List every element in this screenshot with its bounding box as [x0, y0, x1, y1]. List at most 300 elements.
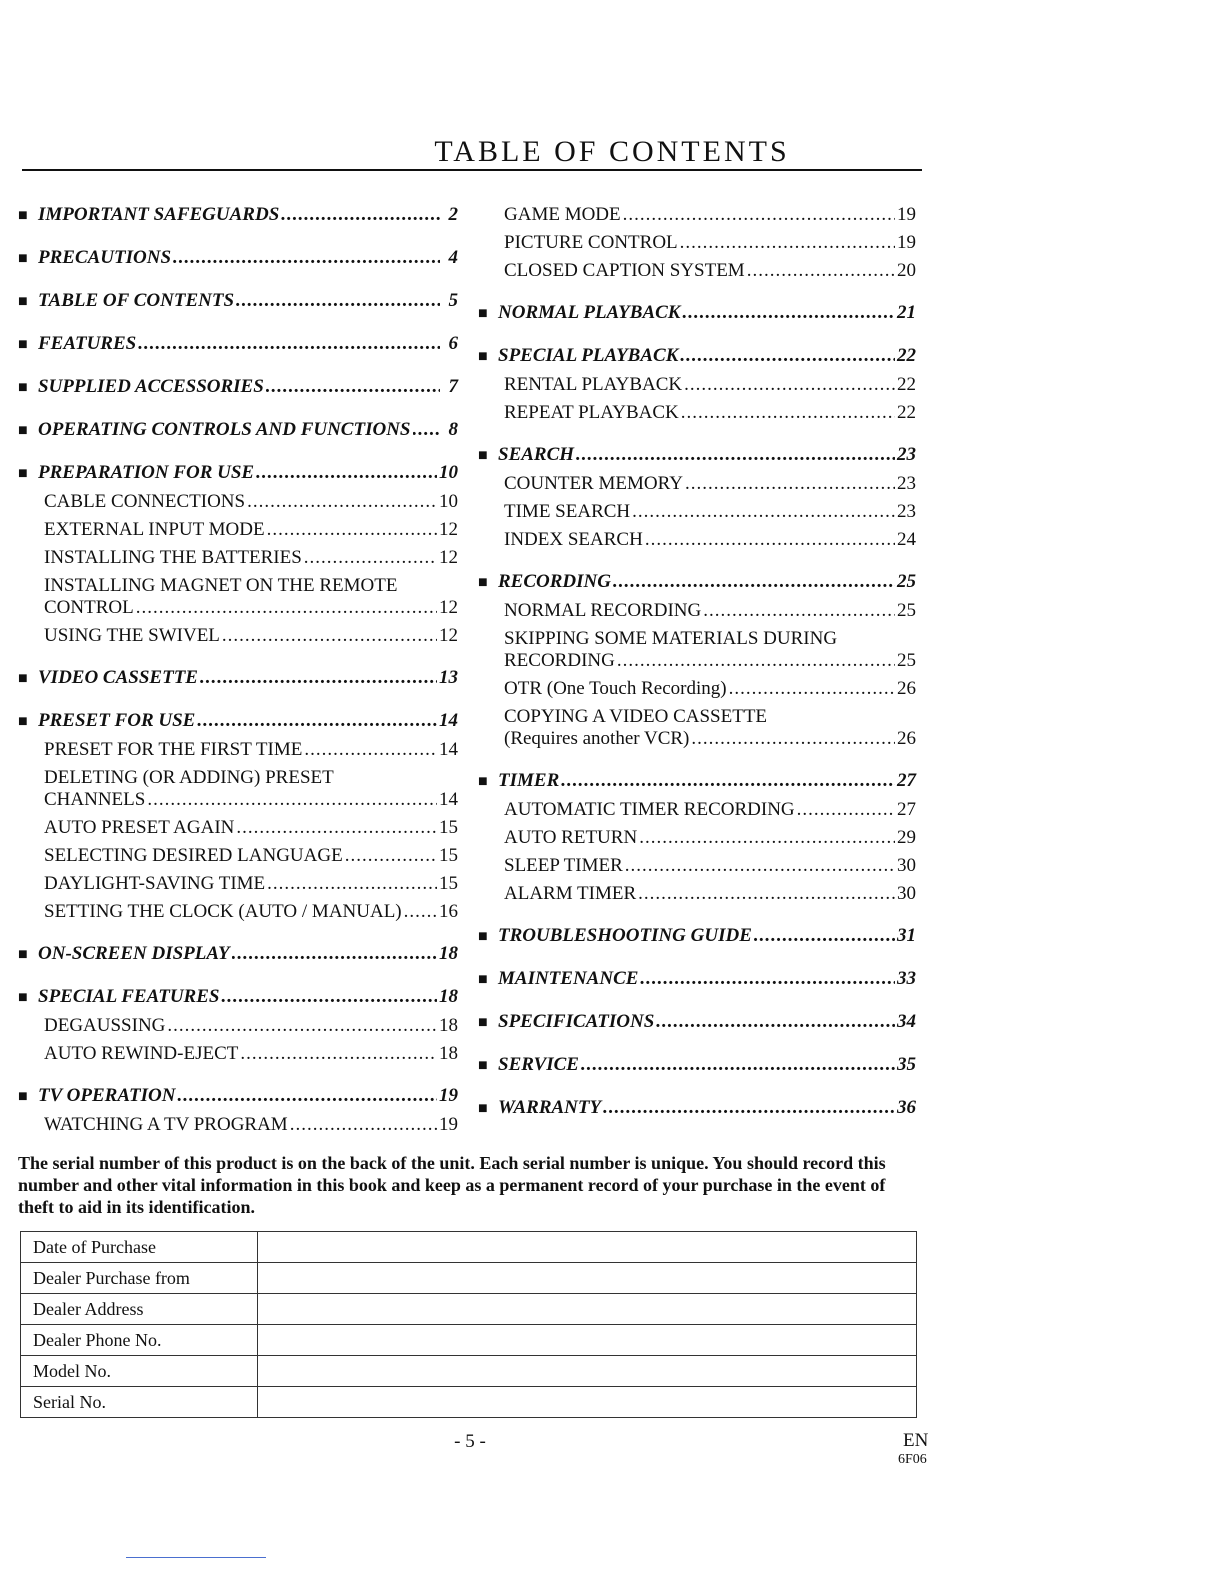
- toc-section-entry[interactable]: [478, 345, 916, 368]
- entry-title: USING THE SWIVEL: [44, 625, 220, 646]
- entry-title: PREPARATION FOR USE: [38, 462, 255, 483]
- entry-title: PRECAUTIONS: [38, 247, 172, 268]
- entry-page-number: 23: [897, 473, 916, 494]
- entry-title: DEGAUSSING: [44, 1015, 166, 1036]
- dot-leader: [747, 260, 895, 282]
- entry-title-line: DELETING (OR ADDING) PRESET: [44, 767, 334, 788]
- dot-leader: [681, 402, 895, 424]
- square-bullet-icon: ■: [478, 447, 488, 464]
- entry-page-number: 6: [448, 333, 458, 354]
- entry-title-line: SKIPPING SOME MATERIALS DURING: [504, 628, 838, 649]
- entry-row: [478, 1054, 916, 1077]
- toc-section-entry[interactable]: [18, 710, 458, 733]
- toc-subsection-entry[interactable]: [478, 260, 916, 282]
- entry-row: [44, 845, 458, 867]
- entry-page-number: 12: [439, 547, 458, 568]
- toc-section-entry[interactable]: [18, 667, 458, 690]
- entry-title: RECORDING: [504, 650, 615, 671]
- dot-leader: [703, 600, 895, 622]
- square-bullet-icon: ■: [18, 293, 28, 310]
- toc-subsection-entry[interactable]: [478, 883, 916, 905]
- entry-page-number: 4: [448, 247, 458, 268]
- entry-title: PICTURE CONTROL: [504, 232, 678, 253]
- dot-leader: [623, 204, 895, 226]
- dot-leader: [267, 873, 437, 895]
- entry-title: CLOSED CAPTION SYSTEM: [504, 260, 745, 281]
- toc-subsection-entry[interactable]: [478, 204, 916, 226]
- model-code: 6F06: [898, 1452, 927, 1467]
- entry-title: TROUBLESHOOTING GUIDE: [498, 925, 752, 946]
- dot-leader: [304, 547, 437, 569]
- dot-leader: [147, 789, 437, 811]
- entry-row: [44, 901, 458, 923]
- dot-leader: [200, 667, 437, 689]
- entry-page-number: 29: [897, 827, 916, 848]
- dot-leader: [136, 597, 437, 619]
- entry-title: SUPPLIED ACCESSORIES: [38, 376, 264, 397]
- entry-page-number: 16: [439, 901, 458, 922]
- dot-leader: [345, 845, 437, 867]
- toc-subsection-entry[interactable]: [478, 600, 916, 622]
- dot-leader: [222, 625, 437, 647]
- record-row: [21, 1263, 917, 1294]
- dot-leader: [603, 1097, 895, 1119]
- entry-title: SPECIAL PLAYBACK: [498, 345, 679, 366]
- entry-title: SPECIAL FEATURES: [38, 986, 220, 1007]
- square-bullet-icon: ■: [18, 336, 28, 353]
- square-bullet-icon: ■: [18, 250, 28, 267]
- entry-row: [504, 402, 916, 424]
- toc-subsection-entry[interactable]: [18, 845, 458, 867]
- entry-title: TIME SEARCH: [504, 501, 631, 522]
- record-row: [21, 1356, 917, 1387]
- record-label: Date of Purchase: [21, 1232, 258, 1263]
- square-bullet-icon: ■: [478, 1100, 488, 1117]
- entry-page-number: 26: [897, 728, 916, 749]
- entry-row: [504, 529, 916, 551]
- toc-section-entry[interactable]: [478, 302, 916, 325]
- dot-leader: [656, 1011, 895, 1033]
- dot-leader: [617, 650, 895, 672]
- square-bullet-icon: ■: [18, 946, 28, 963]
- entry-row: [504, 827, 916, 849]
- entry-title: COUNTER MEMORY: [504, 473, 683, 494]
- entry-page-number: 35: [897, 1054, 916, 1075]
- entry-title: INDEX SEARCH: [504, 529, 643, 550]
- entry-row: [44, 547, 458, 569]
- entry-page-number: 18: [439, 1015, 458, 1036]
- record-label: Dealer Phone No.: [21, 1325, 258, 1356]
- record-row: [21, 1294, 917, 1325]
- entry-title: OTR (One Touch Recording): [504, 678, 727, 699]
- entry-page-number: 18: [439, 943, 458, 964]
- dot-leader: [221, 986, 437, 1008]
- serial-number-note: The serial number of this product is on the back of the unit. Each serial number is unique. You should record this number and other vital information in this book and keep as a permanent record of your purchase in the event of theft to aid in its identification.: [18, 1153, 886, 1217]
- toc-subsection-entry[interactable]: [478, 799, 916, 821]
- record-value-field[interactable]: [258, 1294, 917, 1325]
- dot-leader: [232, 943, 437, 965]
- entry-title: FEATURES: [38, 333, 137, 354]
- entry-row: [18, 667, 458, 690]
- entry-page-number: 5: [448, 290, 458, 311]
- entry-page-number: 19: [897, 232, 916, 253]
- record-row: [21, 1325, 917, 1356]
- entry-row: [478, 770, 916, 793]
- toc-subsection-entry[interactable]: [478, 855, 916, 877]
- page-title: TABLE OF CONTENTS: [434, 135, 790, 168]
- toc-right-column: [478, 204, 916, 1120]
- entry-page-number: 22: [897, 374, 916, 395]
- entry-row: [44, 1114, 458, 1136]
- entry-title-line: COPYING A VIDEO CASSETTE: [504, 706, 768, 727]
- entry-title: SERVICE: [498, 1054, 579, 1075]
- square-bullet-icon: ■: [478, 574, 488, 591]
- entry-title: GAME MODE: [504, 204, 621, 225]
- entry-row: [44, 625, 458, 647]
- record-label: Model No.: [21, 1356, 258, 1387]
- entry-row: [504, 204, 916, 226]
- square-bullet-icon: ■: [18, 670, 28, 687]
- toc-section-entry[interactable]: [18, 333, 458, 356]
- entry-row: [44, 1043, 458, 1065]
- dot-leader: [236, 290, 440, 312]
- toc-subsection-entry[interactable]: [478, 402, 916, 424]
- entry-page-number: 12: [439, 625, 458, 646]
- toc-subsection-entry[interactable]: [18, 817, 458, 839]
- record-value-field[interactable]: [258, 1232, 917, 1263]
- toc-subsection-entry[interactable]: [18, 739, 458, 761]
- entry-row: [18, 710, 458, 733]
- entry-page-number: 20: [897, 260, 916, 281]
- entry-row: [18, 943, 458, 966]
- toc-subsection-entry[interactable]: [18, 625, 458, 647]
- entry-title: NORMAL PLAYBACK: [498, 302, 681, 323]
- toc-subsection-entry[interactable]: [478, 232, 916, 254]
- toc-section-entry[interactable]: [18, 1085, 458, 1108]
- entry-title: NORMAL RECORDING: [504, 600, 702, 621]
- entry-row: [18, 290, 458, 313]
- entry-page-number: 7: [448, 376, 458, 397]
- entry-page-number: 26: [897, 678, 916, 699]
- entry-title: AUTO REWIND-EJECT: [44, 1043, 239, 1064]
- entry-page-number: 23: [897, 501, 916, 522]
- toc-subsection-entry[interactable]: [18, 491, 458, 513]
- dot-leader: [281, 204, 440, 226]
- entry-title: PRESET FOR USE: [38, 710, 196, 731]
- toc-section-entry[interactable]: [18, 376, 458, 399]
- entry-row: [504, 232, 916, 254]
- entry-page-number: 31: [897, 925, 916, 946]
- entry-title: SEARCH: [498, 444, 575, 465]
- entry-page-number: 24: [897, 529, 916, 550]
- toc-subsection-entry[interactable]: [478, 473, 916, 495]
- entry-title: WARRANTY: [498, 1097, 602, 1118]
- dot-leader: [404, 901, 437, 923]
- entry-title: RENTAL PLAYBACK: [504, 374, 683, 395]
- entry-row: [478, 302, 916, 325]
- entry-title: AUTO RETURN: [504, 827, 638, 848]
- toc-subsection-entry[interactable]: [18, 1015, 458, 1037]
- dot-leader: [691, 728, 895, 750]
- entry-row: [478, 1097, 916, 1120]
- toc-section-entry[interactable]: [18, 419, 458, 442]
- entry-row: [18, 333, 458, 356]
- entry-row: [18, 1085, 458, 1108]
- entry-page-number: 21: [897, 302, 916, 323]
- square-bullet-icon: ■: [478, 305, 488, 322]
- entry-title: MAINTENANCE: [498, 968, 639, 989]
- dot-leader: [680, 232, 895, 254]
- entry-title: AUTO PRESET AGAIN: [44, 817, 235, 838]
- entry-title: SLEEP TIMER: [504, 855, 623, 876]
- dot-leader: [625, 855, 895, 877]
- toc-section-entry[interactable]: [478, 571, 916, 594]
- toc-section-entry[interactable]: [18, 247, 458, 270]
- entry-row: [44, 491, 458, 513]
- entry-row: [504, 728, 916, 750]
- entry-title: CABLE CONNECTIONS: [44, 491, 246, 512]
- entry-title: WATCHING A TV PROGRAM: [44, 1114, 288, 1135]
- dot-leader: [177, 1085, 437, 1107]
- toc-subsection-entry[interactable]: [478, 827, 916, 849]
- toc-subsection-entry[interactable]: [18, 547, 458, 569]
- entry-title: ON-SCREEN DISPLAY: [38, 943, 230, 964]
- entry-title: SELECTING DESIRED LANGUAGE: [44, 845, 343, 866]
- entry-row: [18, 462, 458, 485]
- dot-leader: [797, 799, 895, 821]
- entry-row: [18, 204, 458, 227]
- toc-subsection-entry[interactable]: [18, 901, 458, 923]
- dot-leader: [632, 501, 895, 523]
- entry-row: [18, 986, 458, 1009]
- toc-section-entry[interactable]: [478, 1011, 916, 1034]
- entry-page-number: 36: [897, 1097, 916, 1118]
- dot-leader: [304, 739, 437, 761]
- record-label: Dealer Purchase from: [21, 1263, 258, 1294]
- entry-row: [504, 501, 916, 523]
- toc-section-entry[interactable]: [18, 204, 458, 227]
- entry-page-number: 14: [439, 739, 458, 760]
- entry-title: REPEAT PLAYBACK: [504, 402, 679, 423]
- entry-row: [478, 345, 916, 368]
- entry-title: CHANNELS: [44, 789, 146, 810]
- square-bullet-icon: ■: [478, 1014, 488, 1031]
- entry-row: [504, 650, 916, 672]
- entry-row: [504, 600, 916, 622]
- dot-leader: [613, 571, 895, 593]
- dot-leader: [581, 1054, 895, 1076]
- entry-page-number: 22: [897, 402, 916, 423]
- entry-row: [504, 473, 916, 495]
- entry-row: [504, 678, 916, 700]
- dot-leader: [138, 333, 440, 355]
- toc-subsection-entry[interactable]: [18, 1043, 458, 1065]
- square-bullet-icon: ■: [18, 465, 28, 482]
- entry-row: [44, 519, 458, 541]
- record-value-field[interactable]: [258, 1356, 917, 1387]
- toc-section-entry[interactable]: [18, 986, 458, 1009]
- entry-row: [478, 968, 916, 991]
- scan-edge-line: [126, 1557, 266, 1558]
- toc-left-column: [18, 204, 458, 1136]
- square-bullet-icon: ■: [18, 422, 28, 439]
- dot-leader: [682, 302, 895, 324]
- square-bullet-icon: ■: [478, 773, 488, 790]
- record-label: Dealer Address: [21, 1294, 258, 1325]
- toc-subsection-entry[interactable]: [18, 575, 458, 619]
- toc-subsection-entry[interactable]: [478, 628, 916, 672]
- dot-leader: [685, 473, 895, 495]
- entry-row: [44, 1015, 458, 1037]
- entry-title-line: INSTALLING MAGNET ON THE REMOTE: [44, 575, 398, 596]
- entry-page-number: 25: [897, 600, 916, 621]
- entry-row: [18, 247, 458, 270]
- entry-row: [478, 1011, 916, 1034]
- entry-page-number: 18: [439, 986, 458, 1007]
- toc-section-entry[interactable]: [478, 925, 916, 948]
- dot-leader: [561, 770, 895, 792]
- record-value-field[interactable]: [258, 1387, 917, 1418]
- toc-section-entry[interactable]: [478, 1097, 916, 1120]
- entry-page-number: 12: [439, 519, 458, 540]
- square-bullet-icon: ■: [478, 971, 488, 988]
- toc-subsection-entry[interactable]: [478, 501, 916, 523]
- entry-title: TABLE OF CONTENTS: [38, 290, 235, 311]
- entry-page-number: 19: [897, 204, 916, 225]
- entry-title: CONTROL: [44, 597, 134, 618]
- dot-leader: [645, 529, 895, 551]
- entry-page-number: 2: [448, 204, 458, 225]
- toc-subsection-entry[interactable]: [478, 374, 916, 396]
- dot-leader: [754, 925, 895, 947]
- toc-section-entry[interactable]: [478, 770, 916, 793]
- square-bullet-icon: ■: [478, 348, 488, 365]
- entry-row: [478, 925, 916, 948]
- toc-subsection-entry[interactable]: [18, 767, 458, 811]
- entry-page-number: 18: [439, 1043, 458, 1064]
- entry-row: [44, 597, 458, 619]
- entry-title: RECORDING: [498, 571, 611, 592]
- toc-section-entry[interactable]: [478, 1054, 916, 1077]
- entry-page-number: 15: [439, 845, 458, 866]
- language-code: EN: [903, 1430, 929, 1451]
- square-bullet-icon: ■: [18, 713, 28, 730]
- toc-section-entry[interactable]: [478, 444, 916, 467]
- dot-leader: [236, 817, 437, 839]
- entry-row: [18, 376, 458, 399]
- entry-title: INSTALLING THE BATTERIES: [44, 547, 302, 568]
- entry-page-number: 25: [897, 650, 916, 671]
- dot-leader: [266, 376, 440, 398]
- entry-page-number: 27: [897, 799, 916, 820]
- entry-page-number: 19: [439, 1085, 458, 1106]
- entry-row: [504, 374, 916, 396]
- record-row: [21, 1232, 917, 1263]
- square-bullet-icon: ■: [18, 1088, 28, 1105]
- square-bullet-icon: ■: [18, 207, 28, 224]
- page-number: - 5 -: [454, 1431, 486, 1452]
- entry-page-number: 30: [897, 855, 916, 876]
- dot-leader: [729, 678, 895, 700]
- entry-title: ALARM TIMER: [504, 883, 637, 904]
- entry-row: [504, 799, 916, 821]
- square-bullet-icon: ■: [478, 928, 488, 945]
- entry-row: [44, 739, 458, 761]
- entry-page-number: 33: [897, 968, 916, 989]
- entry-page-number: 25: [897, 571, 916, 592]
- dot-leader: [197, 710, 437, 732]
- toc-section-entry[interactable]: [18, 462, 458, 485]
- entry-row: [44, 817, 458, 839]
- dot-leader: [167, 1015, 437, 1037]
- toc-subsection-entry[interactable]: [478, 706, 916, 750]
- entry-title: EXTERNAL INPUT MODE: [44, 519, 265, 540]
- toc-subsection-entry[interactable]: [478, 678, 916, 700]
- entry-page-number: 19: [439, 1114, 458, 1135]
- record-row: [21, 1387, 917, 1418]
- toc-subsection-entry[interactable]: [478, 529, 916, 551]
- entry-page-number: 15: [439, 817, 458, 838]
- dot-leader: [576, 444, 895, 466]
- toc-section-entry[interactable]: [18, 290, 458, 313]
- entry-page-number: 8: [448, 419, 458, 440]
- entry-page-number: 15: [439, 873, 458, 894]
- dot-leader: [639, 827, 895, 849]
- entry-page-number: 22: [897, 345, 916, 366]
- entry-page-number: 23: [897, 444, 916, 465]
- entry-page-number: 12: [439, 597, 458, 618]
- toc-subsection-entry[interactable]: [18, 1114, 458, 1136]
- dot-leader: [680, 345, 895, 367]
- dot-leader: [240, 1043, 437, 1065]
- entry-page-number: 10: [439, 462, 458, 483]
- toc-section-entry[interactable]: [478, 968, 916, 991]
- toc-subsection-entry[interactable]: [18, 873, 458, 895]
- title-underline: [22, 169, 922, 171]
- entry-title: TV OPERATION: [38, 1085, 176, 1106]
- record-label: Serial No.: [21, 1387, 258, 1418]
- entry-page-number: 14: [439, 710, 458, 731]
- entry-row: [504, 855, 916, 877]
- entry-row: [504, 883, 916, 905]
- dot-leader: [267, 519, 437, 541]
- dot-leader: [638, 883, 895, 905]
- entry-page-number: 14: [439, 789, 458, 810]
- toc-subsection-entry[interactable]: [18, 519, 458, 541]
- entry-page-number: 10: [439, 491, 458, 512]
- square-bullet-icon: ■: [18, 379, 28, 396]
- entry-row: [478, 444, 916, 467]
- square-bullet-icon: ■: [478, 1057, 488, 1074]
- dot-leader: [684, 374, 895, 396]
- dot-leader: [247, 491, 437, 513]
- entry-page-number: 13: [439, 667, 458, 688]
- entry-title: (Requires another VCR): [504, 728, 690, 749]
- dot-leader: [413, 419, 441, 441]
- record-value-field[interactable]: [258, 1325, 917, 1356]
- entry-title: SPECIFICATIONS: [498, 1011, 655, 1032]
- entry-title: OPERATING CONTROLS AND FUNCTIONS: [38, 419, 411, 440]
- entry-title: DAYLIGHT-SAVING TIME: [44, 873, 266, 894]
- toc-section-entry[interactable]: [18, 943, 458, 966]
- record-value-field[interactable]: [258, 1263, 917, 1294]
- entry-row: [504, 260, 916, 282]
- dot-leader: [640, 968, 895, 990]
- entry-page-number: 34: [897, 1011, 916, 1032]
- entry-row: [18, 419, 458, 442]
- dot-leader: [256, 462, 437, 484]
- entry-title: AUTOMATIC TIMER RECORDING: [504, 799, 795, 820]
